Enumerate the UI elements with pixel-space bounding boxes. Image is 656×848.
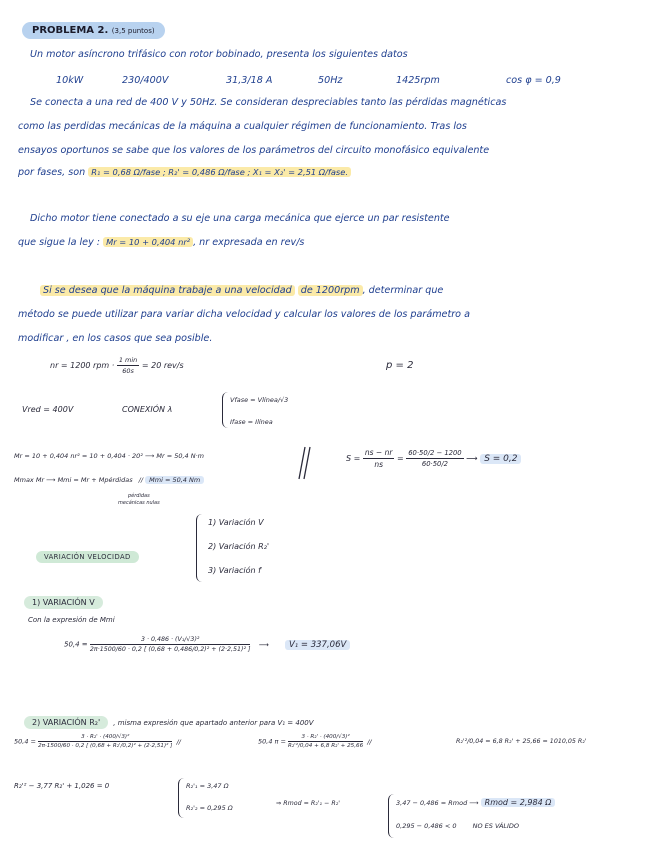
spec-current: 31,3/18 A (226, 75, 273, 86)
conexion: CONEXIÓN λ (122, 405, 173, 414)
calc1-text: 3,47 − 0,486 = Rmod ⟶ (396, 799, 479, 807)
slip-num2: 60·50/2 − 1200 (408, 449, 462, 457)
calc-1 (396, 798, 555, 807)
spec-frequency: 50Hz (318, 75, 343, 86)
nr-frac-num: 1 min (118, 356, 138, 364)
calc1-result: Rmod = 2,984 Ω (481, 798, 556, 807)
eq1-den: 2π·1500/60 · 0,2 [ (0,68 + 0,486/0,2)² + (2·2,51)² ] (89, 646, 251, 653)
para3-end: , determinar que (362, 285, 444, 296)
root-1: R₂'₁ = 3,47 Ω (186, 782, 229, 790)
eq3: 50,4 π = $\frac{\text{3 · R₂' · (400/√3)²}}{\text{R₂'²/0,04 + 6,8 R₂' + 25,66}}$ // (258, 734, 372, 749)
slip-lhs: S = (346, 454, 361, 463)
mmax-text: Mmax Mr ⟶ Mmi = Mr + Mpérdidas (14, 476, 133, 484)
option-3: 3) Variación f (208, 566, 261, 575)
eq2-den: 2π·1500/60 · 0,2 [ (0,68 + R₂'/0,2)² + (2·2,51)² ] (38, 743, 173, 749)
eq3-den: R₂'²/0,04 + 6,8 R₂' + 25,66 (288, 743, 364, 749)
para1-line2: como las perdidas mecánicas de la máquina a cualquier régimen de funcionamiento. Tras los (18, 121, 467, 132)
calc-brace (388, 794, 394, 838)
quadratic: R₂'² − 3,77 R₂' + 1,026 = 0 (14, 782, 110, 790)
root-2: R₂'₂ = 0,295 Ω (186, 804, 233, 812)
rmod-def: ⇒ Rmod = R₂'₁ − R₂' (276, 800, 340, 807)
section2-tail: , misma expresión que apartado anterior para V₁ = 400V (113, 719, 314, 727)
statement-line1: Un motor asíncrono trifásico con rotor bobinado, presenta los siguientes datos (30, 49, 408, 60)
para2-line2-text: que sigue la ley : (18, 237, 101, 248)
section1-intro: Con la expresión de Mmi (28, 616, 115, 624)
conexion-brace (222, 392, 228, 428)
para3-speed: de 1200rpm (298, 285, 363, 296)
slip-num: ns − nr (364, 448, 393, 457)
mmi-highlight: Mmi = 50,4 Nm (145, 476, 204, 484)
law-tail: , nr expresada en rev/s (193, 237, 305, 248)
problem-title (22, 18, 165, 37)
para2-line2 (18, 238, 304, 248)
eq2-num: 3 · R₂' · (400/√3)² (38, 734, 172, 742)
para1-line1: Se conecta a una red de 400 V y 50Hz. Se consideran despreciables tanto las pérdidas magnéticas (30, 97, 507, 108)
title-text: PROBLEMA 2. (32, 25, 109, 36)
spec-voltage: 230/400V (122, 75, 169, 86)
eq1-lhs: 50,4 = (64, 640, 88, 649)
eq4: R₂'²/0,04 = 6,8 R₂' + 25,66 = 1010,05 R₂' (456, 738, 587, 745)
vred: Vred = 400V (22, 405, 74, 414)
slip-result: S = 0,2 (480, 454, 521, 464)
eq2-lhs: 50,4 = (14, 737, 36, 746)
para3-start: Si se desea que la máquina trabaje a una velocidad (40, 285, 295, 296)
variation-title-text: VARIACIÓN VELOCIDAD (36, 551, 139, 563)
eq1-num: 3 · 0,486 · (V₁/√3)² (90, 636, 251, 645)
para1-line3: ensayos oportunos se sabe que los valores de los parámetros del circuito monofásico equivalente (18, 145, 490, 156)
option-2: 2) Variación R₂' (208, 542, 270, 551)
section1-title-text: 1) VARIACIÓN V (24, 596, 103, 609)
option-1: 1) Variación V (208, 518, 264, 527)
pole-pairs: p = 2 (386, 360, 414, 371)
nr-lhs: nr = 1200 rpm · (50, 361, 115, 370)
divider-slashes (296, 446, 312, 480)
nr-conversion (50, 356, 184, 375)
slip-den: ns (374, 460, 383, 469)
options-brace (196, 514, 203, 582)
para3-line2: método se puede utilizar para variar dicha velocidad y calcular los valores de los parámetro a (18, 309, 470, 320)
slip-den2: 60·50/2 (421, 460, 448, 468)
nr-result: = 20 rev/s (141, 361, 184, 370)
para2-line1: Dicho motor tiene conectado a su eje una carga mecánica que ejerce un par resistente (30, 213, 450, 224)
params-highlight: R₁ = 0,68 Ω/fase ; R₂' = 0,486 Ω/fase ; X₁ = X₂' = 2,51 Ω/fase. (88, 167, 351, 177)
title-points: (3,5 puntos) (111, 27, 155, 35)
eq3-num: 3 · R₂' · (400/√3)² (288, 734, 363, 742)
spec-speed: 1425rpm (396, 75, 440, 86)
eq2: 50,4 = $\frac{\text{3 · R₂' · (400/√3)²}}{\text{2π·1500/60 · 0,2 [ (0,68 + R₂'/0,2)² + (2·2,51)² ]}}$ // (14, 734, 181, 749)
law-highlight: Mr = 10 + 0,404 nr² (103, 237, 193, 247)
eq1-result: V₁ = 337,06V (285, 640, 350, 650)
para1-line4-text: por fases, son (18, 167, 86, 178)
spec-cosphi: cos φ = 0,9 (506, 75, 561, 86)
perdidas-note (118, 493, 160, 506)
slip-equation: S = $\frac{ns - nr}{ns}$ = $\frac{60\cdot 50/2 - 1200}{60\cdot 50/2}$ ⟶ S = 0,2 (346, 448, 521, 469)
vfase: Vfase = Vlínea/√3 (230, 396, 289, 404)
eq3-lhs: 50,4 π = (258, 737, 286, 746)
section2-title-text: 2) VARIACIÓN R₂' (24, 716, 108, 729)
section1-title (24, 590, 103, 609)
variation-title (36, 544, 139, 563)
ifase: Ifase = Ilínea (230, 418, 273, 426)
perdidas-note2: mecánicas nulas (118, 499, 160, 506)
calc-2 (396, 822, 519, 830)
slip-eq: = (396, 454, 404, 463)
roots-brace (178, 778, 184, 818)
para3-line1 (40, 286, 443, 296)
calc2-tail: NO ES VÁLIDO (472, 822, 520, 830)
perdidas-note1: pérdidas (128, 493, 150, 499)
mr-equation: Mr = 10 + 0,404 nr² = 10 + 0,404 · 20² ⟶ Mr = 50,4 N·m (14, 452, 205, 460)
section2-title (24, 710, 314, 729)
para1-line4 (18, 168, 351, 178)
para3-line3: modificar , en los casos que sea posible. (18, 333, 213, 344)
calc2-text: 0,295 − 0,486 < 0 (396, 822, 457, 830)
spec-power: 10kW (56, 75, 84, 86)
mmax-line: Mmax Mr ⟶ Mmi = Mr + Mpérdidas // Mmi = 50,4 Nm (14, 476, 204, 484)
eq1: 50,4 = $\frac{\text{3 · 0,486 · (V₁/√3)²}}{\text{2π·1500/60 · 0,2 [ (0,68 + 0,486/0,2)² + (2·2,51)² ]}}$ ⟶ V₁ = 337,06V (64, 636, 350, 653)
nr-frac-den: 60s (122, 367, 134, 375)
